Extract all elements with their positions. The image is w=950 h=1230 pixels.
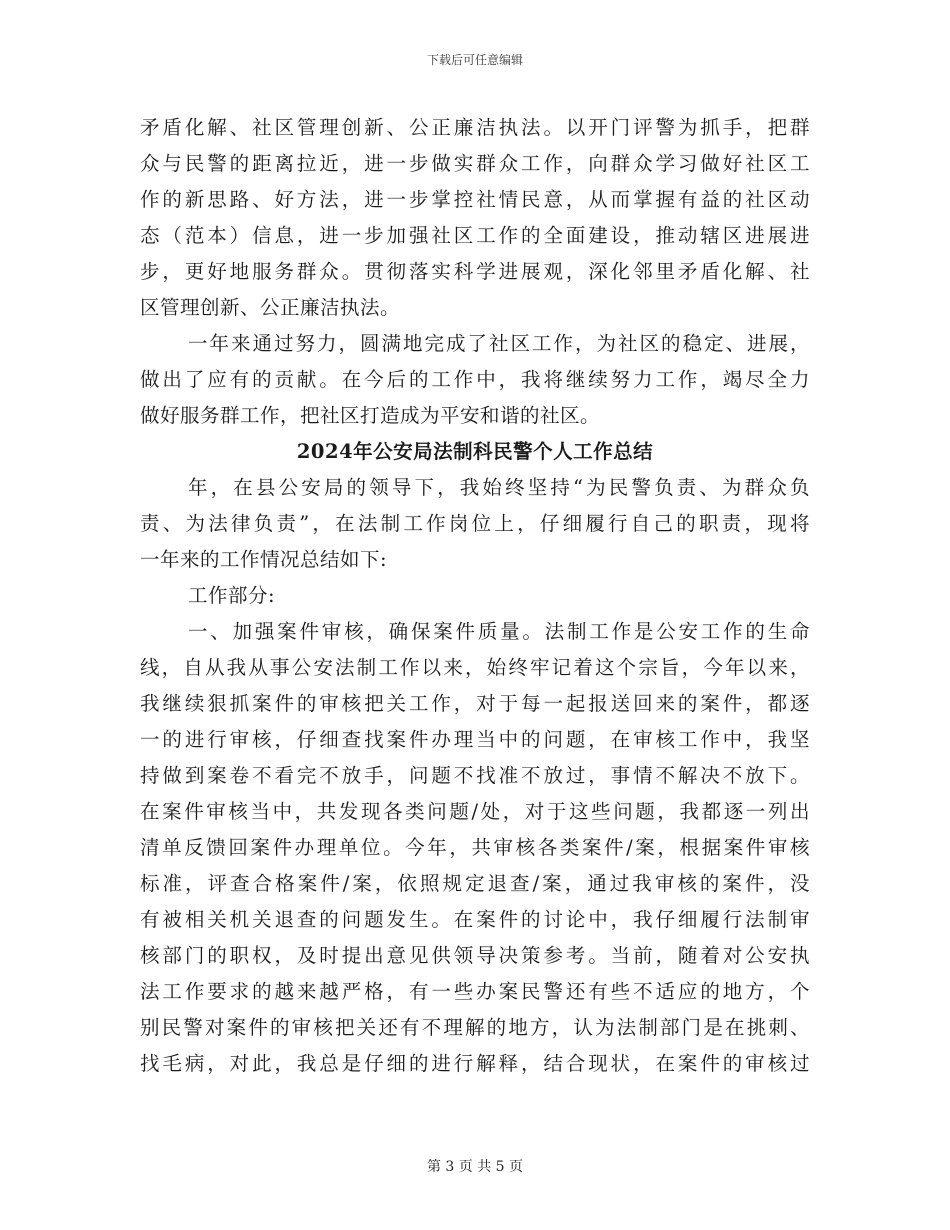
text-line: 年，在县公安局的领导下，我始终坚持“为民警负责、为群众负 [188, 476, 810, 499]
text-line: 一的进行审核，仔细查找案件办理当中的问题，在审核工作中，我坚 [140, 728, 810, 751]
page-footer-number: 第 3 页 共 5 页 [426, 1159, 524, 1175]
text-line: 一年来通过努力，圆满地完成了社区工作，为社区的稳定、进展， [188, 332, 810, 355]
page-header-note: 下载后可任意编辑 [426, 53, 523, 67]
text-line: 做出了应有的贡献。在今后的工作中，我将继续努力工作，竭尽全力 [140, 368, 810, 391]
text-line: 矛盾化解、社区管理创新、公正廉洁执法。以开门评警为抓手，把群 [140, 116, 810, 139]
text-line: 标准，评查合格案件/案，依照规定退查/案，通过我审核的案件，没 [140, 872, 810, 895]
text-line: 做好服务群工作，把社区打造成为平安和谐的社区。 [140, 404, 601, 427]
text-line: 有被相关机关退查的问题发生。在案件的讨论中，我仔细履行法制审 [140, 908, 810, 931]
text-line: 法工作要求的越来越严格，有一些办案民警还有些不适应的地方，个 [140, 980, 810, 1003]
text-line: 线，自从我从事公安法制工作以来，始终牢记着这个宗旨，今年以来， [140, 656, 810, 679]
section-title: 2024年公安局法制科民警个人工作总结 [296, 440, 654, 463]
text-line: 别民警对案件的审核把关还有不理解的地方，认为法制部门是在挑刺、 [140, 1016, 810, 1039]
text-line: 在案件审核当中，共发现各类问题/处，对于这些问题，我都逐一列出 [140, 800, 810, 823]
text-line: 清单反馈回案件办理单位。今年，共审核各类案件/案，根据案件审核 [140, 836, 810, 859]
text-line: 区管理创新、公正廉洁执法。 [140, 296, 401, 319]
text-line: 步，更好地服务群众。贯彻落实科学进展观，深化邻里矛盾化解、社 [140, 260, 810, 283]
text-line: 态（范本）信息，进一步加强社区工作的全面建设，推动辖区进展进 [140, 224, 810, 247]
text-line: 持做到案卷不看完不放手，问题不找准不放过，事情不解决不放下。 [140, 764, 810, 787]
text-line: 一、加强案件审核，确保案件质量。法制工作是公安工作的生命 [188, 620, 810, 643]
text-line: 一年来的工作情况总结如下: [140, 548, 388, 571]
document-body [140, 110, 810, 1082]
text-line: 我继续狠抓案件的审核把关工作，对于每一起报送回来的案件，都逐 [140, 692, 810, 715]
text-line: 找毛病，对此，我总是仔细的进行解释，结合现状，在案件的审核过 [140, 1052, 810, 1075]
text-line: 核部门的职权，及时提出意见供领导决策参考。当前，随着对公安执 [140, 944, 810, 967]
text-line: 工作部分: [188, 584, 276, 607]
text-line: 众与民警的距离拉近，进一步做实群众工作，向群众学习做好社区工 [140, 152, 810, 175]
text-line: 作的新思路、好方法，进一步掌控社情民意，从而掌握有益的社区动 [140, 188, 810, 211]
text-line: 责、为法律负责”，在法制工作岗位上，仔细履行自己的职责，现将 [140, 512, 810, 535]
